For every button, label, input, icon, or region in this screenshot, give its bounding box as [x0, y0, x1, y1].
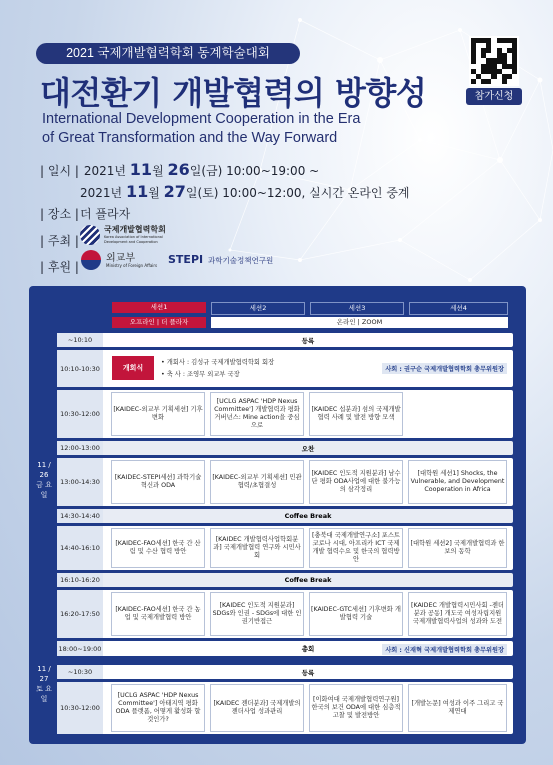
- page-subtitle: International Development Cooperation in the Era of Great Transformation and the Way Forward: [42, 111, 361, 146]
- sponsor-line: | 후원 |: [40, 260, 79, 274]
- sponsor1-name-en: Ministry of Foreign Affairs: [106, 263, 158, 268]
- session-cell: [KAIDEC 개발협력시민사회 -젠더분과 공동] 개도국 여성자립지원 국제개발협력사업의 성과와 도전: [408, 592, 507, 636]
- schedule-row: [57, 641, 513, 656]
- session-cell: [KAIDEC 섭분과] 섬의 국제개발협력 사례 및 발전 방향 모색: [309, 392, 403, 436]
- row-time: 14:40-16:10: [57, 526, 103, 570]
- opening-tag: 개회식: [112, 356, 154, 380]
- host-name: 국제개발협력학회: [104, 225, 166, 234]
- schedule-row: [57, 590, 513, 638]
- session-cell: [충북대 국제개발연구소] 포스트 코로나 시대, 아프리카 ICT 국제개발 협력수요 및 한국의 협력방안: [309, 528, 403, 568]
- row-time: 12:00-13:00: [57, 441, 103, 455]
- row-time: ~10:30: [57, 665, 103, 679]
- row-time: 14:30-14:40: [57, 509, 103, 523]
- host-line: | 주최 |: [40, 234, 79, 248]
- schedule-row: [57, 458, 513, 506]
- session-cell: [KAIDEC-STEPI세션] 과학기술혁신과 ODA: [111, 460, 205, 504]
- row-text: 총회: [301, 645, 315, 653]
- place-line: | 장소 |더 플라자: [40, 207, 131, 221]
- schedule-row: [57, 390, 513, 438]
- online-header: 온라인 | ZOOM: [211, 317, 508, 328]
- session-cell: [개발논문] 여성과 이주 그리고 국제연대: [408, 684, 507, 732]
- opening-line2: • 축 사 : 조영무 외교부 국장: [161, 371, 240, 378]
- register-button[interactable]: 참가신청: [466, 88, 522, 105]
- sponsor1-name: 외교부: [106, 253, 135, 264]
- session-cell: [KAIDEC 인도적 지원분과] 남수단 평화 ODA사업에 대한 불가능의 삼각정리: [309, 460, 403, 504]
- row-time: 13:00-14:30: [57, 458, 103, 506]
- taeguk-icon: [81, 250, 101, 270]
- row-text: 오찬: [301, 444, 315, 453]
- schedule-row: [57, 665, 513, 679]
- sponsor2-name: 과학기술정책연구원: [208, 256, 274, 265]
- row-time: 16:10-16:20: [57, 573, 103, 587]
- row-text: Coffee Break: [284, 512, 332, 520]
- row-time: ~10:10: [57, 333, 103, 347]
- host-name-en: Korea Association of International Development and Cooperation: [104, 235, 163, 244]
- offline-header: 오프라인 | 더 플라자: [112, 317, 206, 328]
- session-cell: [KAIDEC-외교부 기획세션] 민관협력/초협결성: [210, 460, 304, 504]
- moderator-badge: 사회 : 권구순 국제개발협력학회 총무위원장: [382, 363, 507, 374]
- row-time: 18:00~19:00: [57, 641, 103, 656]
- row-text: Coffee Break: [284, 576, 332, 584]
- session-cell: [KAIDEC-GTC세션] 기후변화 개발협력 기술: [309, 592, 403, 636]
- session-cell: [KAIDEC-외교부 기획세션] 기후변화: [111, 392, 205, 436]
- row-text: 등록: [301, 668, 315, 677]
- row-time: 10:30-12:00: [57, 390, 103, 438]
- schedule-row: [57, 509, 513, 523]
- schedule-row: [57, 526, 513, 570]
- opening-line1: • 개회사 : 김성규 국제개발협력학회 회장: [161, 359, 275, 366]
- session-cell: [UCLG ASPAC 'HDP Nexus Committee'] 아태지역 평화 ODA 플랫폼, 어떻게 활성화 할 것인가?: [111, 684, 205, 732]
- conference-banner: 2021 국제개발협력학회 동계학술대회: [36, 43, 300, 64]
- session-cell: [대학원 세션1] Shocks, the Vulnerable, and Development Cooperation in Africa: [408, 460, 507, 504]
- stepi-logo: STEPI: [168, 253, 204, 266]
- session-cell: [KAIDEC 인도적 지원분과] SDGs와 인권 - SDGs에 대한 인권기반접근: [210, 592, 304, 636]
- date-line-1: | 일시 | 2021년 11월 26일(금) 10:00~19:00 ~: [40, 160, 320, 179]
- session-cell: [KAIDEC-FAO세션] 한국 간 산림 및 수산 협력 방안: [111, 528, 205, 568]
- session-cell: [대학원 세션2] 국제개발협력과 한보의 동학: [408, 528, 507, 568]
- session1-header: 세션1: [112, 302, 206, 313]
- page-title: 대전환기 개발협력의 방향성: [40, 74, 427, 112]
- session4-header: 세션4: [409, 302, 508, 315]
- host-logo-icon: [80, 225, 100, 245]
- schedule-row: [57, 333, 513, 347]
- session-cell: [UCLG ASPAC 'HDP Nexus Committee'] 개발협력과 평화 거버넌스: Mine action을 중심으로: [210, 392, 304, 436]
- session-cell: [KAIDEC 개발협력사업학회분과] 국제개발협력 연구와 시민사회: [210, 528, 304, 568]
- session-cell: [KAIDEC-FAO세션] 한국 간 농업 및 국제개발협력 방안: [111, 592, 205, 636]
- session-cell: [KAIDEC 젠더분과] 국제개발의 젠더사업 성과관리: [210, 684, 304, 732]
- row-time: 10:10-10:30: [57, 350, 103, 387]
- session3-header: 세션3: [310, 302, 404, 315]
- day2-label: 11 / 27 토 요 일: [36, 665, 52, 703]
- date-line-2: 2021년 11월 27일(토) 10:00~12:00, 실시간 온라인 중계: [80, 182, 410, 201]
- session-cell: [이화여대 국제개발협력연구원] 한국의 보건 ODA에 대한 심층적 고찰 및 발전방안: [309, 684, 403, 732]
- schedule-row: [57, 441, 513, 455]
- schedule-row: [57, 682, 513, 734]
- row-time: 10:30-12:00: [57, 682, 103, 734]
- schedule-row: [57, 573, 513, 587]
- row-time: 16:20-17:50: [57, 590, 103, 638]
- moderator-badge: 사회 : 신재혁 국제개발협력학회 총무위원장: [382, 644, 507, 655]
- row-text: 등록: [301, 336, 315, 345]
- day1-label: 11 / 26 금 요 일: [36, 461, 52, 499]
- session-cell-empty: [408, 392, 507, 436]
- session2-header: 세션2: [211, 302, 305, 315]
- schedule-row: [57, 350, 513, 387]
- qr-code[interactable]: [469, 36, 519, 86]
